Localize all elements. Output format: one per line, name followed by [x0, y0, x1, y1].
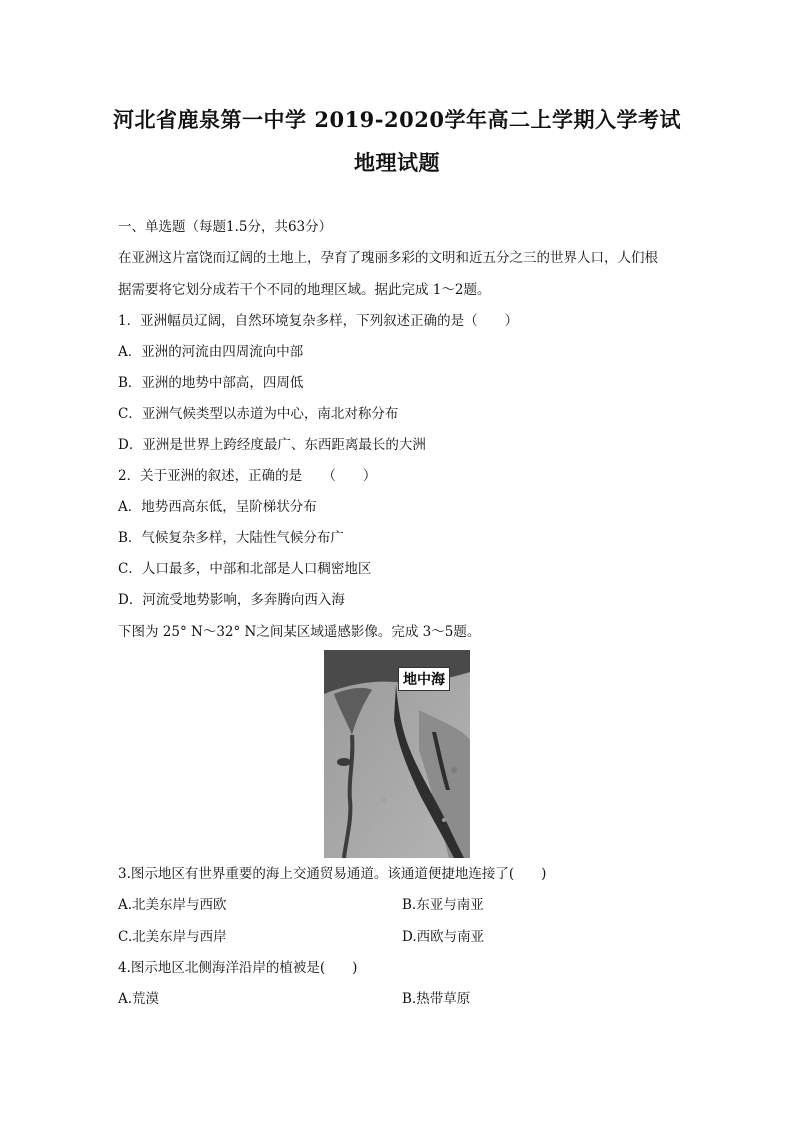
question-2-option-a: A．地势西高东低，呈阶梯状分布 — [118, 499, 317, 515]
intro-line-1: 在亚洲这片富饶而辽阔的土地上，孕育了瑰丽多彩的文明和近五分之三的世界人口，人们根 — [118, 250, 658, 266]
intro-line-2: 据需要将它划分成若干个不同的地理区域。据此完成 1～2题。 — [118, 282, 491, 298]
question-1-option-c: C．亚洲气候类型以赤道为中心，南北对称分布 — [118, 406, 399, 422]
section-heading: 一、单选题（每题1.5分，共63分） — [118, 219, 333, 235]
question-2-stem: 2．关于亚洲的叙述，正确的是 （ ） — [118, 468, 377, 484]
question-3-option-d: D.西欧与南亚 — [402, 929, 485, 945]
intro-2-line: 下图为 25° N～32° N之间某区域遥感影像。完成 3～5题。 — [118, 624, 481, 640]
question-3-option-c: C.北美东岸与西岸 — [118, 929, 227, 945]
question-4-stem: 4.图示地区北侧海洋沿岸的植被是( ) — [118, 960, 358, 976]
question-2-option-b: B．气候复杂多样，大陆性气候分布广 — [118, 530, 344, 546]
question-3-stem: 3.图示地区有世界重要的海上交通贸易通道。该通道便捷地连接了( ) — [118, 866, 547, 882]
question-4-option-a: A.荒漠 — [118, 991, 160, 1007]
question-1-option-a: A．亚洲的河流由四周流向中部 — [118, 344, 304, 360]
page-title: 河北省鹿泉第一中学 2019-2020学年高二上学期入学考试 — [113, 107, 681, 132]
question-1-option-d: D．亚洲是世界上跨经度最广、东西距离最长的大洲 — [118, 437, 426, 453]
question-4-option-b: B.热带草原 — [402, 991, 471, 1007]
question-1-stem: 1．亚洲幅员辽阔，自然环境复杂多样，下列叙述正确的是（ ） — [118, 313, 519, 329]
question-1-option-b: B．亚洲的地势中部高，四周低 — [118, 375, 304, 391]
satellite-image — [324, 650, 470, 858]
question-3-option-a: A.北美东岸与西欧 — [118, 897, 227, 913]
question-2-option-d: D．河流受地势影响，多奔腾向西入海 — [118, 592, 345, 608]
question-2-option-c: C．人口最多，中部和北部是人口稠密地区 — [118, 561, 372, 577]
page-subtitle: 地理试题 — [354, 150, 440, 175]
question-3-option-b: B.东亚与南亚 — [402, 897, 484, 913]
map-label-mediterranean: 地中海 — [398, 667, 450, 691]
